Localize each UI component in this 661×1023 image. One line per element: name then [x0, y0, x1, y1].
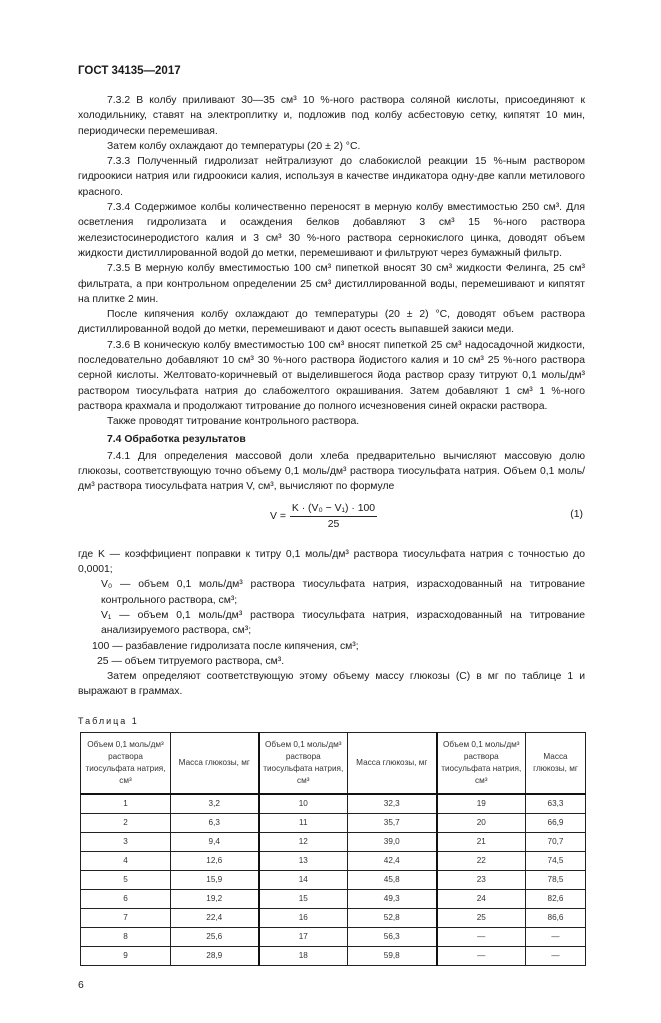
glucose-table — [80, 732, 586, 966]
column-header-mass: Масса глюкозы, мг — [348, 732, 437, 794]
column-header-volume: Объем 0,1 моль/дм³ раствора тиосульфата натрия, см³ — [259, 732, 348, 794]
legend-symbol: где K — — [78, 548, 121, 560]
volume-cell: 13 — [259, 851, 348, 870]
volume-cell: 16 — [259, 908, 348, 927]
mass-cell: 39,0 — [348, 832, 437, 851]
table-row — [81, 946, 586, 965]
table-caption: Таблица 1 — [78, 715, 139, 726]
volume-cell: 19 — [437, 794, 526, 814]
mass-cell: 3,2 — [171, 794, 259, 814]
mass-cell: 82,6 — [526, 889, 586, 908]
volume-cell: 8 — [81, 927, 171, 946]
volume-cell: — — [437, 927, 526, 946]
volume-cell: 15 — [259, 889, 348, 908]
column-header-mass: Масса глюкозы, мг — [171, 732, 259, 794]
formula-lhs: V = — [270, 510, 286, 522]
mass-cell: 28,9 — [171, 946, 259, 965]
formula-numerator: K · (V₀ − V₁) · 100 — [290, 501, 377, 517]
mass-cell: 63,3 — [526, 794, 586, 814]
paragraph-7-3-3: 7.3.3 Полученный гидролизат нейтрализуют до слабокислой реакции 15 %-ным раствором гидроокиси натрия или гидроокиси калия, используя в качестве индикатора одну-две капли метилового красного. — [78, 156, 585, 198]
paragraph-7-3-4: 7.3.4 Содержимое колбы количественно переносят в мерную колбу вместимостью 250 см³. Для осветления гидролизата и осаждения белков добавляют 3 см³ 15 %-ного раствора железистосинеродистого калия и 3 см³ 30 %-ного раствора сернокислого цинка, доводят объем жидкости дистиллированной водой до метки, перемешивают и фильтруют через бумажный фильтр. — [78, 202, 585, 259]
mass-cell: 70,7 — [526, 832, 586, 851]
legend-text: коэффициент поправки к титру 0,1 моль/дм³ раствора тиосульфата натрия с точностью до 0,0001; — [78, 548, 585, 576]
column-header-volume: Объем 0,1 моль/дм³ раствора тиосульфата натрия, см³ — [81, 732, 171, 794]
mass-cell: 6,3 — [171, 813, 259, 832]
volume-cell: 4 — [81, 851, 171, 870]
mass-cell: 52,8 — [348, 908, 437, 927]
volume-cell: 20 — [437, 813, 526, 832]
mass-cell: 15,9 — [171, 870, 259, 889]
volume-cell: 17 — [259, 927, 348, 946]
mass-cell: 32,3 — [348, 794, 437, 814]
mass-cell: 78,5 — [526, 870, 586, 889]
volume-cell: 7 — [81, 908, 171, 927]
formula — [270, 501, 377, 532]
mass-cell: 49,3 — [348, 889, 437, 908]
volume-cell: 3 — [81, 832, 171, 851]
table-row — [81, 832, 586, 851]
volume-cell: 2 — [81, 813, 171, 832]
column-header-mass: Масса глюкозы, мг — [526, 732, 586, 794]
legend-symbol: 25 — — [97, 655, 122, 667]
paragraph-7-3-5: 7.3.5 В мерную колбу вместимостью 100 см³ пипеткой вносят 30 см³ жидкости Фелинга, 25 см³ фильтрата, а при контрольном определении 25 см³ дистиллированной воды, перемешивают и кипятят на плитке 2 мин. — [78, 263, 585, 305]
volume-cell: 9 — [81, 946, 171, 965]
mass-cell: 74,5 — [526, 851, 586, 870]
table-header-row — [81, 732, 586, 794]
table-row — [81, 908, 586, 927]
volume-cell: 12 — [259, 832, 348, 851]
table-row — [81, 870, 586, 889]
mass-cell: 45,8 — [348, 870, 437, 889]
mass-cell: 12,6 — [171, 851, 259, 870]
volume-cell: 25 — [437, 908, 526, 927]
legend-item-k — [78, 547, 585, 578]
document-header: ГОСТ 34135—2017 — [78, 65, 181, 77]
legend-text: объем 0,1 моль/дм³ раствора тиосульфата натрия, израсходованный на титрование анализируемого раствора, см³; — [101, 609, 585, 637]
legend-symbol: 100 — — [92, 640, 123, 652]
mass-cell: 42,4 — [348, 851, 437, 870]
volume-cell: 11 — [259, 813, 348, 832]
mass-cell: — — [526, 946, 586, 965]
mass-cell: 22,4 — [171, 908, 259, 927]
volume-cell: 14 — [259, 870, 348, 889]
paragraph-7-3-2: 7.3.2 В колбу приливают 30—35 см³ 10 %-ного раствора соляной кислоты, присоединяют к холодильнику, ставят на электроплитку и, подложив под колбу асбестовую сетку, кипятят 10 мин, периодически перемешивая. — [78, 95, 585, 137]
volume-cell: 10 — [259, 794, 348, 814]
table-row — [81, 813, 586, 832]
formula-denominator: 25 — [327, 518, 340, 530]
formula-fraction — [290, 501, 377, 532]
volume-cell: 18 — [259, 946, 348, 965]
mass-cell: 86,6 — [526, 908, 586, 927]
paragraph-7-3-6-control: Также проводят титрование контрольного раствора. — [107, 416, 360, 428]
volume-cell: 1 — [81, 794, 171, 814]
volume-cell: — — [437, 946, 526, 965]
formula-row — [78, 499, 585, 541]
legend-text: объем 0,1 моль/дм³ раствора тиосульфата натрия, израсходованный на титрование контрольного раствора, см³; — [101, 579, 585, 606]
mass-cell: 56,3 — [348, 927, 437, 946]
mass-cell: 66,9 — [526, 813, 586, 832]
legend-item-100 — [78, 639, 585, 654]
volume-cell: 6 — [81, 889, 171, 908]
mass-cell: 35,7 — [348, 813, 437, 832]
section-heading-7-4: 7.4 Обработка результатов — [107, 433, 246, 445]
table-row — [81, 794, 586, 814]
mass-cell: — — [526, 927, 586, 946]
legend-item-v0 — [78, 577, 585, 608]
legend-text: разбавление гидролизата после кипячения, см³; — [125, 640, 359, 652]
volume-cell: 22 — [437, 851, 526, 870]
volume-cell: 24 — [437, 889, 526, 908]
legend-item-v1 — [78, 608, 585, 639]
mass-cell: 19,2 — [171, 889, 259, 908]
paragraph-7-3-2-cooling: Затем колбу охлаждают до температуры (20 ± 2) °С. — [107, 140, 361, 152]
volume-cell: 21 — [437, 832, 526, 851]
document-page — [78, 0, 585, 1023]
paragraph-7-3-6: 7.3.6 В коническую колбу вместимостью 100 см³ вносят пипеткой 25 см³ надосадочной жидкости, последовательно добавляют 10 см³ 30 %-ного раствора йодистого калия и 10 см³ 25 %-ного раствора серной кислоты. Желтовато-коричневый от выделившегося йода раствор сразу титруют 0,1 моль/дм³ раствором тиосульфата натрия до слабожелтого окрашивания. Затем добавляют 1 см³ 1 %-ного раствора крахмала и продолжают титрование до полного исчезновения синей окраски раствора. — [78, 339, 585, 412]
legend-symbol: V₀ — — [101, 579, 131, 591]
paragraph-7-3-5-after: После кипячения колбу охлаждают до температуры (20 ± 2) °С, доводят объем раствора дистиллированной водой до метки, перемешивают и дают осесть выпавшей закиси меди. — [78, 309, 585, 336]
legend-item-25 — [78, 654, 585, 669]
volume-cell: 23 — [437, 870, 526, 889]
page-number: 6 — [78, 979, 84, 991]
paragraph-table-reference: Затем определяют соответствующую этому объему массу глюкозы (С) в мг по таблице 1 и выражают в граммах. — [78, 671, 585, 698]
table-row — [81, 851, 586, 870]
legend-text: объем титруемого раствора, см³. — [124, 655, 285, 667]
legend-symbol: V₁ — — [101, 609, 130, 621]
formula-number: (1) — [570, 508, 583, 520]
paragraph-7-4-1: 7.4.1 Для определения массовой доли хлеба предварительно вычисляют массовую долю глюкозы, соответствующую точно объему 0,1 моль/дм³ раствора тиосульфата натрия. Объем 0,1 моль/дм³ раствора тиосульфата натрия V, см³, вычисляют по формуле — [78, 450, 585, 493]
table-row — [81, 889, 586, 908]
mass-cell: 59,8 — [348, 946, 437, 965]
volume-cell: 5 — [81, 870, 171, 889]
mass-cell: 9,4 — [171, 832, 259, 851]
table-row — [81, 927, 586, 946]
column-header-volume: Объем 0,1 моль/дм³ раствора тиосульфата натрия, см³ — [437, 732, 526, 794]
mass-cell: 25,6 — [171, 927, 259, 946]
